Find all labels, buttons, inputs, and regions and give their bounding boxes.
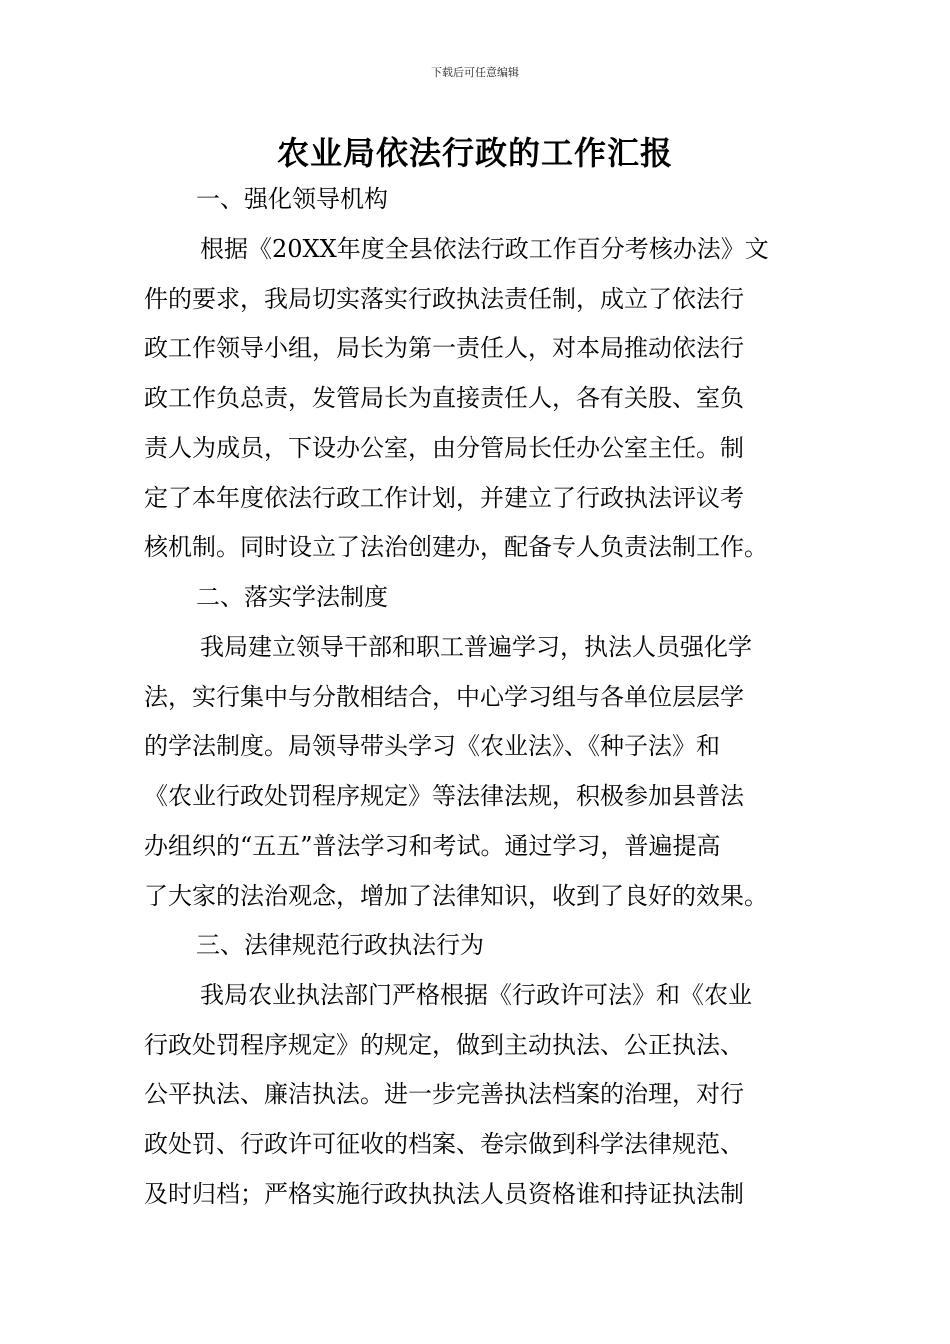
header-note: 下载后可任意编辑 <box>431 66 519 79</box>
paragraph-line: 定了本年度依法行政工作计划，并建立了行政执法评议考 <box>144 483 744 512</box>
paragraph-line: 政工作领导小组，局长为第一责任人，对本局推动依法行 <box>144 334 744 363</box>
paragraph-line: 法，实行集中与分散相结合，中心学习组与各单位层层学 <box>144 682 744 711</box>
section-paragraph-3 <box>144 971 806 1220</box>
section-paragraph-2 <box>144 623 806 921</box>
paragraph-line: 公平执法、廉洁执法。进一步完善执法档案的治理，对行 <box>144 1080 744 1109</box>
paragraph-line: 了大家的法治观念，增加了法律知识，收到了良好的效果。 <box>144 881 768 910</box>
section-paragraph-1 <box>144 225 806 573</box>
paragraph-line: 《农业行政处罚程序规定》等法律法规，积极参加县普法 <box>144 782 744 811</box>
paragraph-line: 核机制。同时设立了法治创建办，配备专人负责法制工作。 <box>144 533 768 562</box>
paragraph-line: 政处罚、行政许可征收的档案、卷宗做到科学法律规范、 <box>144 1130 744 1159</box>
section-heading-1: 一、强化领导机构 <box>196 185 388 213</box>
paragraph-line: 政工作负总责，发管局长为直接责任人，各有关股、室负 <box>144 384 744 413</box>
section-heading-3: 三、法律规范行政执法行为 <box>196 931 484 959</box>
paragraph-line: 及时归档；严格实施行政执执法人员资格谁和持证执法制 <box>144 1179 744 1208</box>
paragraph-line: 行政处罚程序规定》的规定，做到主动执法、公正执法、 <box>144 1030 744 1059</box>
paragraph-line: 根据《20XX年度全县依法行政工作百分考核办法》文 <box>200 235 769 263</box>
paragraph-line: 件的要求，我局切实落实行政执法责任制，成立了依法行 <box>144 284 744 313</box>
paragraph-line: 我局农业执法部门严格根据《行政许可法》和《农业 <box>200 981 752 1009</box>
section-heading-2: 二、落实学法制度 <box>196 583 388 611</box>
paragraph-line: 责人为成员，下设办公室，由分管局长任办公室主任。制 <box>144 433 744 462</box>
paragraph-line: 办组织的“五五”普法学习和考试。通过学习，普遍提高 <box>144 831 721 860</box>
document-title: 农业局依法行政的工作汇报 <box>276 134 673 172</box>
paragraph-line: 我局建立领导干部和职工普遍学习，执法人员强化学 <box>200 633 752 661</box>
paragraph-line: 的学法制度。局领导带头学习《农业法》、《种子法》和 <box>144 732 720 761</box>
